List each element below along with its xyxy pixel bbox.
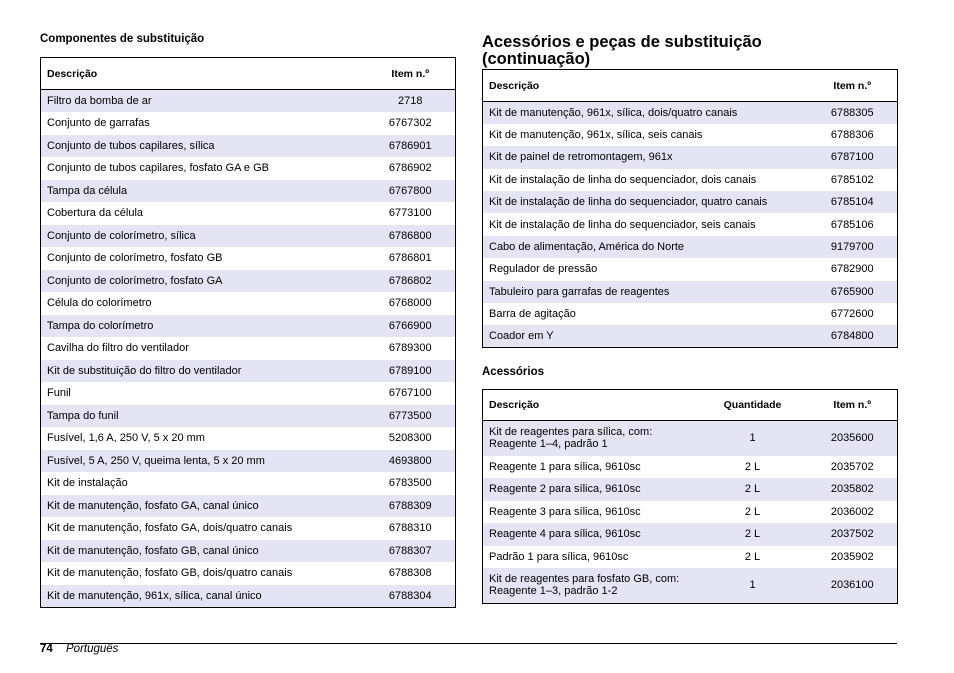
cell-description xyxy=(483,523,698,546)
cell-item-number: 6783500 xyxy=(366,472,456,495)
cell-description: Cavilha do filtro do ventilador xyxy=(41,337,366,360)
table-row xyxy=(483,213,898,235)
cell-item-number: 6788304 xyxy=(366,585,456,608)
table-row xyxy=(41,562,456,585)
cell-quantity: 2 L xyxy=(698,456,808,479)
cell-item-number: 6789100 xyxy=(366,360,456,383)
cell-description xyxy=(483,456,698,479)
cell-item-number: 2718 xyxy=(366,90,456,113)
cell-description: Conjunto de colorímetro, sílica xyxy=(41,225,366,248)
cell-description-line-1: Kit de reagentes para sílica, com: xyxy=(489,426,653,439)
cell-item-number: 6788309 xyxy=(366,495,456,518)
cell-quantity: 2 L xyxy=(698,501,808,524)
table-row xyxy=(41,540,456,563)
table-row xyxy=(41,112,456,135)
cell-description: Fusível, 1,6 A, 250 V, 5 x 20 mm xyxy=(41,427,366,450)
cell-description xyxy=(483,546,698,569)
footer-divider xyxy=(40,643,897,644)
cell-description: Kit de substituição do filtro do ventilador xyxy=(41,360,366,383)
table-row xyxy=(41,337,456,360)
table-row xyxy=(41,90,456,113)
table-row xyxy=(483,568,898,603)
cell-item-number: 6788308 xyxy=(366,562,456,585)
cell-description: Conjunto de colorímetro, fosfato GB xyxy=(41,247,366,270)
cell-item-number: 6773500 xyxy=(366,405,456,428)
column-header-description: Descrição xyxy=(483,70,808,102)
table-row xyxy=(41,382,456,405)
cell-item-number: 2035802 xyxy=(808,478,898,501)
table-row xyxy=(483,102,898,124)
cell-item-number: 6785104 xyxy=(808,191,898,213)
cell-item-number: 6786902 xyxy=(366,157,456,180)
table-row xyxy=(483,191,898,213)
cell-quantity: 2 L xyxy=(698,523,808,546)
column-header-item-number: Item n.º xyxy=(808,390,898,421)
cell-item-number: 6787100 xyxy=(808,146,898,168)
cell-quantity: 2 L xyxy=(698,546,808,569)
cell-description: Fusível, 5 A, 250 V, queima lenta, 5 x 20 mm xyxy=(41,450,366,473)
cell-description: Kit de manutenção, fosfato GB, canal único xyxy=(41,540,366,563)
cell-description: Kit de manutenção, 961x, sílica, seis canais xyxy=(483,124,808,146)
table-row xyxy=(41,225,456,248)
cell-item-number: 6788310 xyxy=(366,517,456,540)
section-title-accessories: Acessórios xyxy=(482,366,545,378)
table-row xyxy=(483,456,898,479)
cell-description: Kit de instalação de linha do sequenciador, seis canais xyxy=(483,213,808,235)
table-row xyxy=(483,169,898,191)
cell-item-number: 6765900 xyxy=(808,281,898,303)
cell-item-number: 5208300 xyxy=(366,427,456,450)
column-header-description: Descrição xyxy=(41,58,366,90)
table-row xyxy=(483,501,898,524)
cell-item-number: 2036002 xyxy=(808,501,898,524)
cell-description: Cobertura da célula xyxy=(41,202,366,225)
cell-description xyxy=(483,478,698,501)
cell-item-number: 6784800 xyxy=(808,325,898,347)
cell-quantity: 2 L xyxy=(698,478,808,501)
cell-description xyxy=(483,421,698,456)
cell-item-number: 4693800 xyxy=(366,450,456,473)
cell-description-line-1: Reagente 4 para sílica, 9610sc xyxy=(489,528,641,541)
table-row xyxy=(41,472,456,495)
cell-item-number: 6786901 xyxy=(366,135,456,158)
cell-item-number: 6788306 xyxy=(808,124,898,146)
table-row xyxy=(483,325,898,347)
cell-item-number: 6782900 xyxy=(808,258,898,280)
cell-description-line-1: Reagente 1 para sílica, 9610sc xyxy=(489,460,641,473)
table-row xyxy=(483,281,898,303)
table-header-row xyxy=(483,70,898,102)
accessories-replacement-parts-table xyxy=(482,69,898,348)
cell-description-line-2: Reagente 1–3, padrão 1-2 xyxy=(489,585,618,598)
table-row xyxy=(41,202,456,225)
cell-description-line-1: Reagente 3 para sílica, 9610sc xyxy=(489,505,641,518)
table-row xyxy=(483,523,898,546)
cell-description: Kit de manutenção, fosfato GA, canal único xyxy=(41,495,366,518)
table-row xyxy=(483,546,898,569)
cell-item-number: 6788305 xyxy=(808,102,898,124)
cell-description: Barra de agitação xyxy=(483,303,808,325)
page-title-line-1: Acessórios e peças de substituição xyxy=(482,33,762,51)
table-row xyxy=(41,315,456,338)
accessories-table xyxy=(482,389,898,604)
cell-item-number: 6773100 xyxy=(366,202,456,225)
table-row xyxy=(41,405,456,428)
table-row xyxy=(41,135,456,158)
table-row xyxy=(41,517,456,540)
cell-description: Filtro da bomba de ar xyxy=(41,90,366,113)
cell-description: Cabo de alimentação, América do Norte xyxy=(483,236,808,258)
cell-description-line-1: Reagente 2 para sílica, 9610sc xyxy=(489,483,641,496)
cell-description: Conjunto de tubos capilares, fosfato GA e GB xyxy=(41,157,366,180)
table-row xyxy=(483,303,898,325)
cell-quantity: 1 xyxy=(698,421,808,456)
cell-item-number: 6789300 xyxy=(366,337,456,360)
table-row xyxy=(483,236,898,258)
section-title-replacement-components: Componentes de substituição xyxy=(40,33,205,45)
cell-item-number: 6786802 xyxy=(366,270,456,293)
table-row xyxy=(41,247,456,270)
cell-item-number: 2035600 xyxy=(808,421,898,456)
table-row xyxy=(41,585,456,608)
cell-description: Kit de manutenção, 961x, sílica, dois/quatro canais xyxy=(483,102,808,124)
table-row xyxy=(41,360,456,383)
cell-item-number: 6788307 xyxy=(366,540,456,563)
cell-item-number: 9179700 xyxy=(808,236,898,258)
table-row xyxy=(41,270,456,293)
cell-description: Kit de instalação xyxy=(41,472,366,495)
table-row xyxy=(41,157,456,180)
cell-description: Kit de manutenção, 961x, sílica, canal único xyxy=(41,585,366,608)
cell-item-number: 6767302 xyxy=(366,112,456,135)
cell-quantity: 1 xyxy=(698,568,808,603)
cell-item-number: 6786801 xyxy=(366,247,456,270)
cell-description: Célula do colorímetro xyxy=(41,292,366,315)
table-row xyxy=(41,292,456,315)
cell-item-number: 6772600 xyxy=(808,303,898,325)
table-header-row xyxy=(41,58,456,90)
cell-item-number: 6785102 xyxy=(808,169,898,191)
page-title xyxy=(482,34,762,68)
cell-description: Conjunto de garrafas xyxy=(41,112,366,135)
cell-item-number: 2035902 xyxy=(808,546,898,569)
cell-description: Regulador de pressão xyxy=(483,258,808,280)
cell-item-number: 6786800 xyxy=(366,225,456,248)
cell-description-line-1: Padrão 1 para sílica, 9610sc xyxy=(489,550,629,563)
cell-description-line-2: Reagente 1–4, padrão 1 xyxy=(489,438,608,451)
cell-description: Kit de manutenção, fosfato GB, dois/quatro canais xyxy=(41,562,366,585)
column-header-quantity: Quantidade xyxy=(698,390,808,421)
table-row xyxy=(41,495,456,518)
cell-description: Funil xyxy=(41,382,366,405)
table-row xyxy=(41,180,456,203)
table-row xyxy=(41,450,456,473)
table-row xyxy=(483,146,898,168)
page-number: 74 xyxy=(40,643,53,655)
cell-item-number: 2037502 xyxy=(808,523,898,546)
cell-description: Tabuleiro para garrafas de reagentes xyxy=(483,281,808,303)
cell-description xyxy=(483,568,698,603)
cell-description: Tampa do funil xyxy=(41,405,366,428)
table-row xyxy=(41,427,456,450)
column-header-item-number: Item n.º xyxy=(808,70,898,102)
cell-description: Kit de manutenção, fosfato GA, dois/quatro canais xyxy=(41,517,366,540)
table-row xyxy=(483,258,898,280)
cell-description: Coador em Y xyxy=(483,325,808,347)
cell-description: Kit de instalação de linha do sequenciador, dois canais xyxy=(483,169,808,191)
cell-description: Kit de instalação de linha do sequenciador, quatro canais xyxy=(483,191,808,213)
cell-description: Kit de painel de retromontagem, 961x xyxy=(483,146,808,168)
replacement-components-table xyxy=(40,57,456,608)
cell-description: Conjunto de colorímetro, fosfato GA xyxy=(41,270,366,293)
footer-language: Português xyxy=(66,643,119,655)
cell-item-number: 6785106 xyxy=(808,213,898,235)
cell-item-number: 6766900 xyxy=(366,315,456,338)
cell-item-number: 6767800 xyxy=(366,180,456,203)
table-row xyxy=(483,478,898,501)
cell-description: Tampa do colorímetro xyxy=(41,315,366,338)
cell-description: Tampa da célula xyxy=(41,180,366,203)
column-header-item-number: Item n.º xyxy=(366,58,456,90)
cell-description: Conjunto de tubos capilares, sílica xyxy=(41,135,366,158)
cell-item-number: 2035702 xyxy=(808,456,898,479)
cell-item-number: 6767100 xyxy=(366,382,456,405)
table-row xyxy=(483,124,898,146)
column-header-description: Descrição xyxy=(483,390,698,421)
page-title-line-2: (continuação) xyxy=(482,50,591,68)
cell-item-number: 2036100 xyxy=(808,568,898,603)
table-row xyxy=(483,421,898,456)
cell-description-line-1: Kit de reagentes para fosfato GB, com: xyxy=(489,573,680,586)
cell-item-number: 6768000 xyxy=(366,292,456,315)
cell-description xyxy=(483,501,698,524)
table-header-row xyxy=(483,390,898,421)
